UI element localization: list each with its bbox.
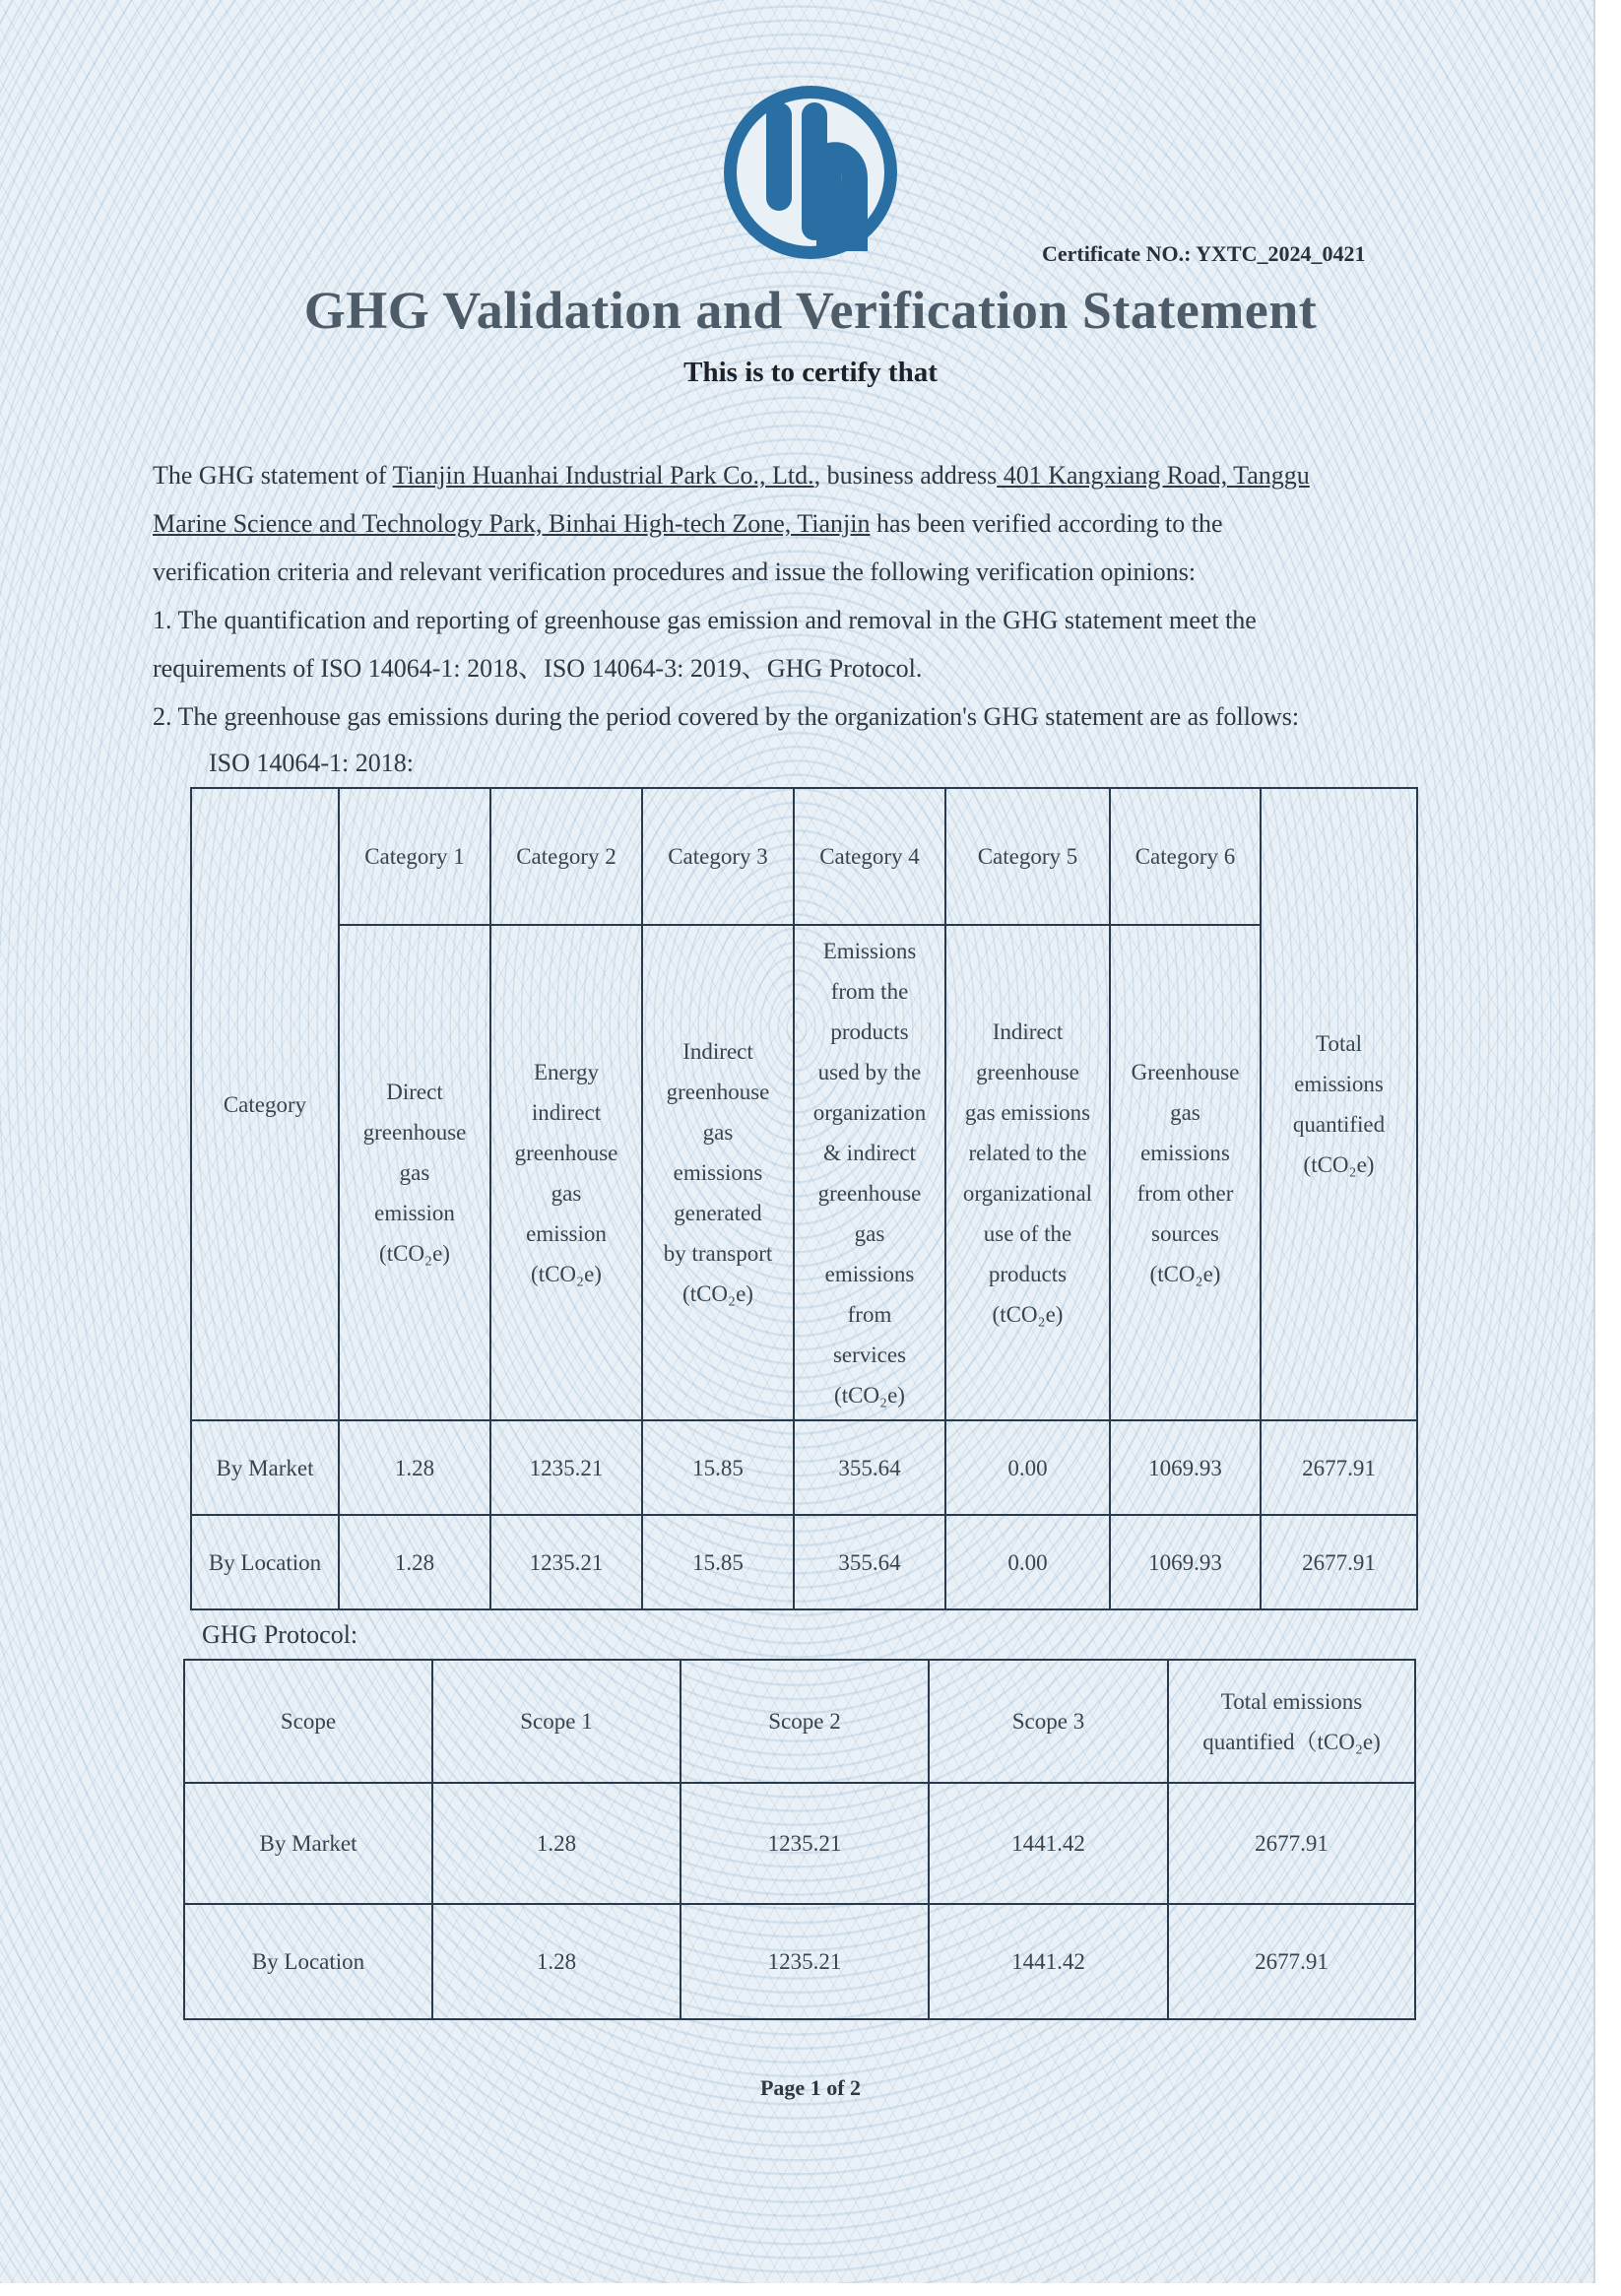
desc-line: gas emissions (964, 1099, 1091, 1125)
iso-category-3: Category 3 (642, 788, 794, 925)
page-number: Page 1 of 2 (759, 2075, 862, 2100)
desc-line: Greenhouse (1131, 1059, 1240, 1084)
iso-description-1 (339, 925, 490, 1420)
ghg-cell: 1.28 (432, 1904, 681, 2019)
iso-cell: 1235.21 (490, 1515, 642, 1609)
desc-line: (tCO₂e) (1149, 1261, 1221, 1286)
iso-cell: 355.64 (794, 1420, 945, 1515)
ghg-row-label: By Market (184, 1783, 432, 1904)
point-1-line-2: requirements of ISO 14064-1: 2018、ISO 14064-3: 2019、GHG Protocol. (153, 654, 923, 683)
ghg-total-line: quantified（tCO₂e) (1202, 1729, 1381, 1754)
iso-category-6: Category 6 (1110, 788, 1261, 925)
desc-line: from (847, 1301, 892, 1327)
desc-line: products (830, 1018, 909, 1044)
iso-cell: 15.85 (642, 1515, 794, 1609)
desc-line: related to the (968, 1140, 1087, 1165)
desc-line: (tCO₂e) (992, 1301, 1064, 1327)
iso-row-market (191, 1420, 1417, 1515)
desc-line: Indirect (992, 1018, 1064, 1044)
desc-line: used by the (817, 1059, 922, 1084)
desc-line: sources (1151, 1220, 1219, 1246)
iso-cell: 0.00 (945, 1420, 1110, 1515)
iso-emissions-table (190, 787, 1418, 1610)
desc-line: Direct (386, 1080, 443, 1104)
ghg-header-row (184, 1660, 1415, 1783)
intro-line-3: verification criteria and relevant verification procedures and issue the following verification opinions: (153, 558, 1197, 586)
iso-total-line: (tCO₂e) (1303, 1152, 1375, 1177)
iso-row-location (191, 1515, 1417, 1609)
iso-category-2: Category 2 (490, 788, 642, 925)
iso-cell: 1.28 (339, 1515, 490, 1609)
iso-description-5 (945, 925, 1110, 1420)
intro-prefix: The GHG statement of (153, 461, 393, 490)
ghg-row-location (184, 1904, 1415, 2019)
iso-cell: 1.28 (339, 1420, 490, 1515)
address-line-2: Marine Science and Technology Park, Binhai High-tech Zone, Tianjin (153, 509, 871, 538)
address-line-1: 401 Kangxiang Road, Tanggu (997, 461, 1310, 490)
desc-line: greenhouse (514, 1140, 618, 1165)
iso-cell: 15.85 (642, 1420, 794, 1515)
desc-line: (tCO₂e) (682, 1281, 753, 1306)
iso-description-2 (490, 925, 642, 1420)
iso-cell: 1235.21 (490, 1420, 642, 1515)
iso-total-line: emissions (1294, 1072, 1384, 1096)
desc-line: (tCO₂e) (379, 1241, 450, 1266)
desc-line: greenhouse (666, 1080, 770, 1104)
ghg-cell: 1441.42 (929, 1904, 1168, 2019)
desc-line: from other (1136, 1180, 1234, 1206)
ghg-header: Scope 3 (929, 1660, 1168, 1783)
iso-cell: 0.00 (945, 1515, 1110, 1609)
intro-suffix: has been verified according to the (870, 509, 1223, 538)
page-title: GHG Validation and Verification Statement (303, 281, 1318, 340)
ghg-cell: 1235.21 (681, 1904, 929, 2019)
desc-line: greenhouse (362, 1120, 467, 1145)
ghg-total-header (1168, 1660, 1415, 1783)
desc-line: organizational (962, 1180, 1093, 1206)
iso-cell: 1069.93 (1110, 1420, 1261, 1515)
page-subtitle: This is to certify that (683, 357, 938, 388)
iso-total-line: quantified (1292, 1112, 1386, 1137)
iso-row-label: By Market (191, 1420, 339, 1515)
desc-line: generated (674, 1201, 762, 1225)
certificate-number: Certificate NO.: YXTC_2024_0421 (1042, 241, 1366, 266)
desc-line: gas (854, 1220, 885, 1246)
desc-line: Emissions (822, 938, 917, 963)
desc-line: emissions (673, 1160, 763, 1185)
desc-line: greenhouse (976, 1059, 1079, 1084)
ghg-table-label: GHG Protocol: (202, 1620, 358, 1649)
desc-line: emission (374, 1201, 455, 1225)
iso-description-4 (794, 925, 945, 1420)
iso-category-row (191, 788, 1417, 925)
ghg-cell: 1441.42 (929, 1783, 1168, 1904)
iso-cell: 355.64 (794, 1515, 945, 1609)
desc-line: from the (830, 978, 909, 1004)
desc-line: gas (1170, 1099, 1200, 1125)
iso-cell: 1069.93 (1110, 1515, 1261, 1609)
desc-line: gas (551, 1180, 582, 1206)
iso-total-line: Total (1316, 1031, 1362, 1056)
desc-line: Energy (533, 1059, 599, 1084)
iso-table-label: ISO 14064-1: 2018: (209, 749, 414, 777)
iso-row-label: By Location (191, 1515, 339, 1609)
ghg-cell: 1.28 (432, 1783, 681, 1904)
ghg-header: Scope 1 (432, 1660, 681, 1783)
ghg-header: Scope 2 (681, 1660, 929, 1783)
desc-line: Indirect (682, 1039, 753, 1064)
iso-description-row (191, 925, 1417, 1420)
desc-line: emissions (1140, 1140, 1230, 1165)
desc-line: (tCO₂e) (531, 1261, 602, 1286)
ghg-header: Scope (184, 1660, 432, 1783)
ghg-cell-total: 2677.91 (1168, 1904, 1415, 2019)
iso-category-4: Category 4 (794, 788, 945, 925)
intro-line-2 (153, 499, 1462, 548)
ghg-cell: 1235.21 (681, 1783, 929, 1904)
intro-line-1 (153, 451, 1462, 499)
intro-mid: , business address (813, 461, 998, 490)
desc-line: (tCO₂e) (834, 1382, 905, 1408)
organization-name: Tianjin Huanhai Industrial Park Co., Ltd. (392, 461, 814, 490)
desc-line: indirect (531, 1099, 602, 1125)
iso-category-1: Category 1 (339, 788, 490, 925)
ghg-row-label: By Location (184, 1904, 432, 2019)
desc-line: emission (526, 1220, 607, 1246)
desc-line: gas (399, 1160, 430, 1185)
desc-line: products (988, 1261, 1068, 1286)
ghg-cell-total: 2677.91 (1168, 1783, 1415, 1904)
ghg-total-line: Total emissions (1220, 1688, 1363, 1714)
iso-cell-total: 2677.91 (1261, 1420, 1417, 1515)
desc-line: gas (702, 1120, 734, 1145)
desc-line: services (832, 1342, 907, 1367)
desc-line: greenhouse (817, 1180, 922, 1206)
iso-description-3 (642, 925, 794, 1420)
desc-line: by transport (663, 1241, 773, 1266)
ghg-row-market (184, 1783, 1415, 1904)
point-1-line-1: 1. The quantification and reporting of greenhouse gas emission and removal in the GHG statement meet the (153, 606, 1257, 634)
iso-total-header (1261, 788, 1417, 1420)
iso-description-6 (1110, 925, 1261, 1420)
desc-line: emissions (824, 1261, 915, 1286)
point-2: 2. The greenhouse gas emissions during the period covered by the organization's GHG statement are as follows: (153, 702, 1300, 731)
iso-corner-header: Category (191, 788, 339, 1420)
desc-line: use of the (983, 1220, 1072, 1246)
lh-monogram-logo (719, 81, 902, 264)
iso-cell-total: 2677.91 (1261, 1515, 1417, 1609)
ghg-protocol-table (183, 1659, 1416, 2020)
desc-line: & indirect (823, 1140, 916, 1165)
iso-category-5: Category 5 (945, 788, 1110, 925)
desc-line: organization (812, 1099, 927, 1125)
